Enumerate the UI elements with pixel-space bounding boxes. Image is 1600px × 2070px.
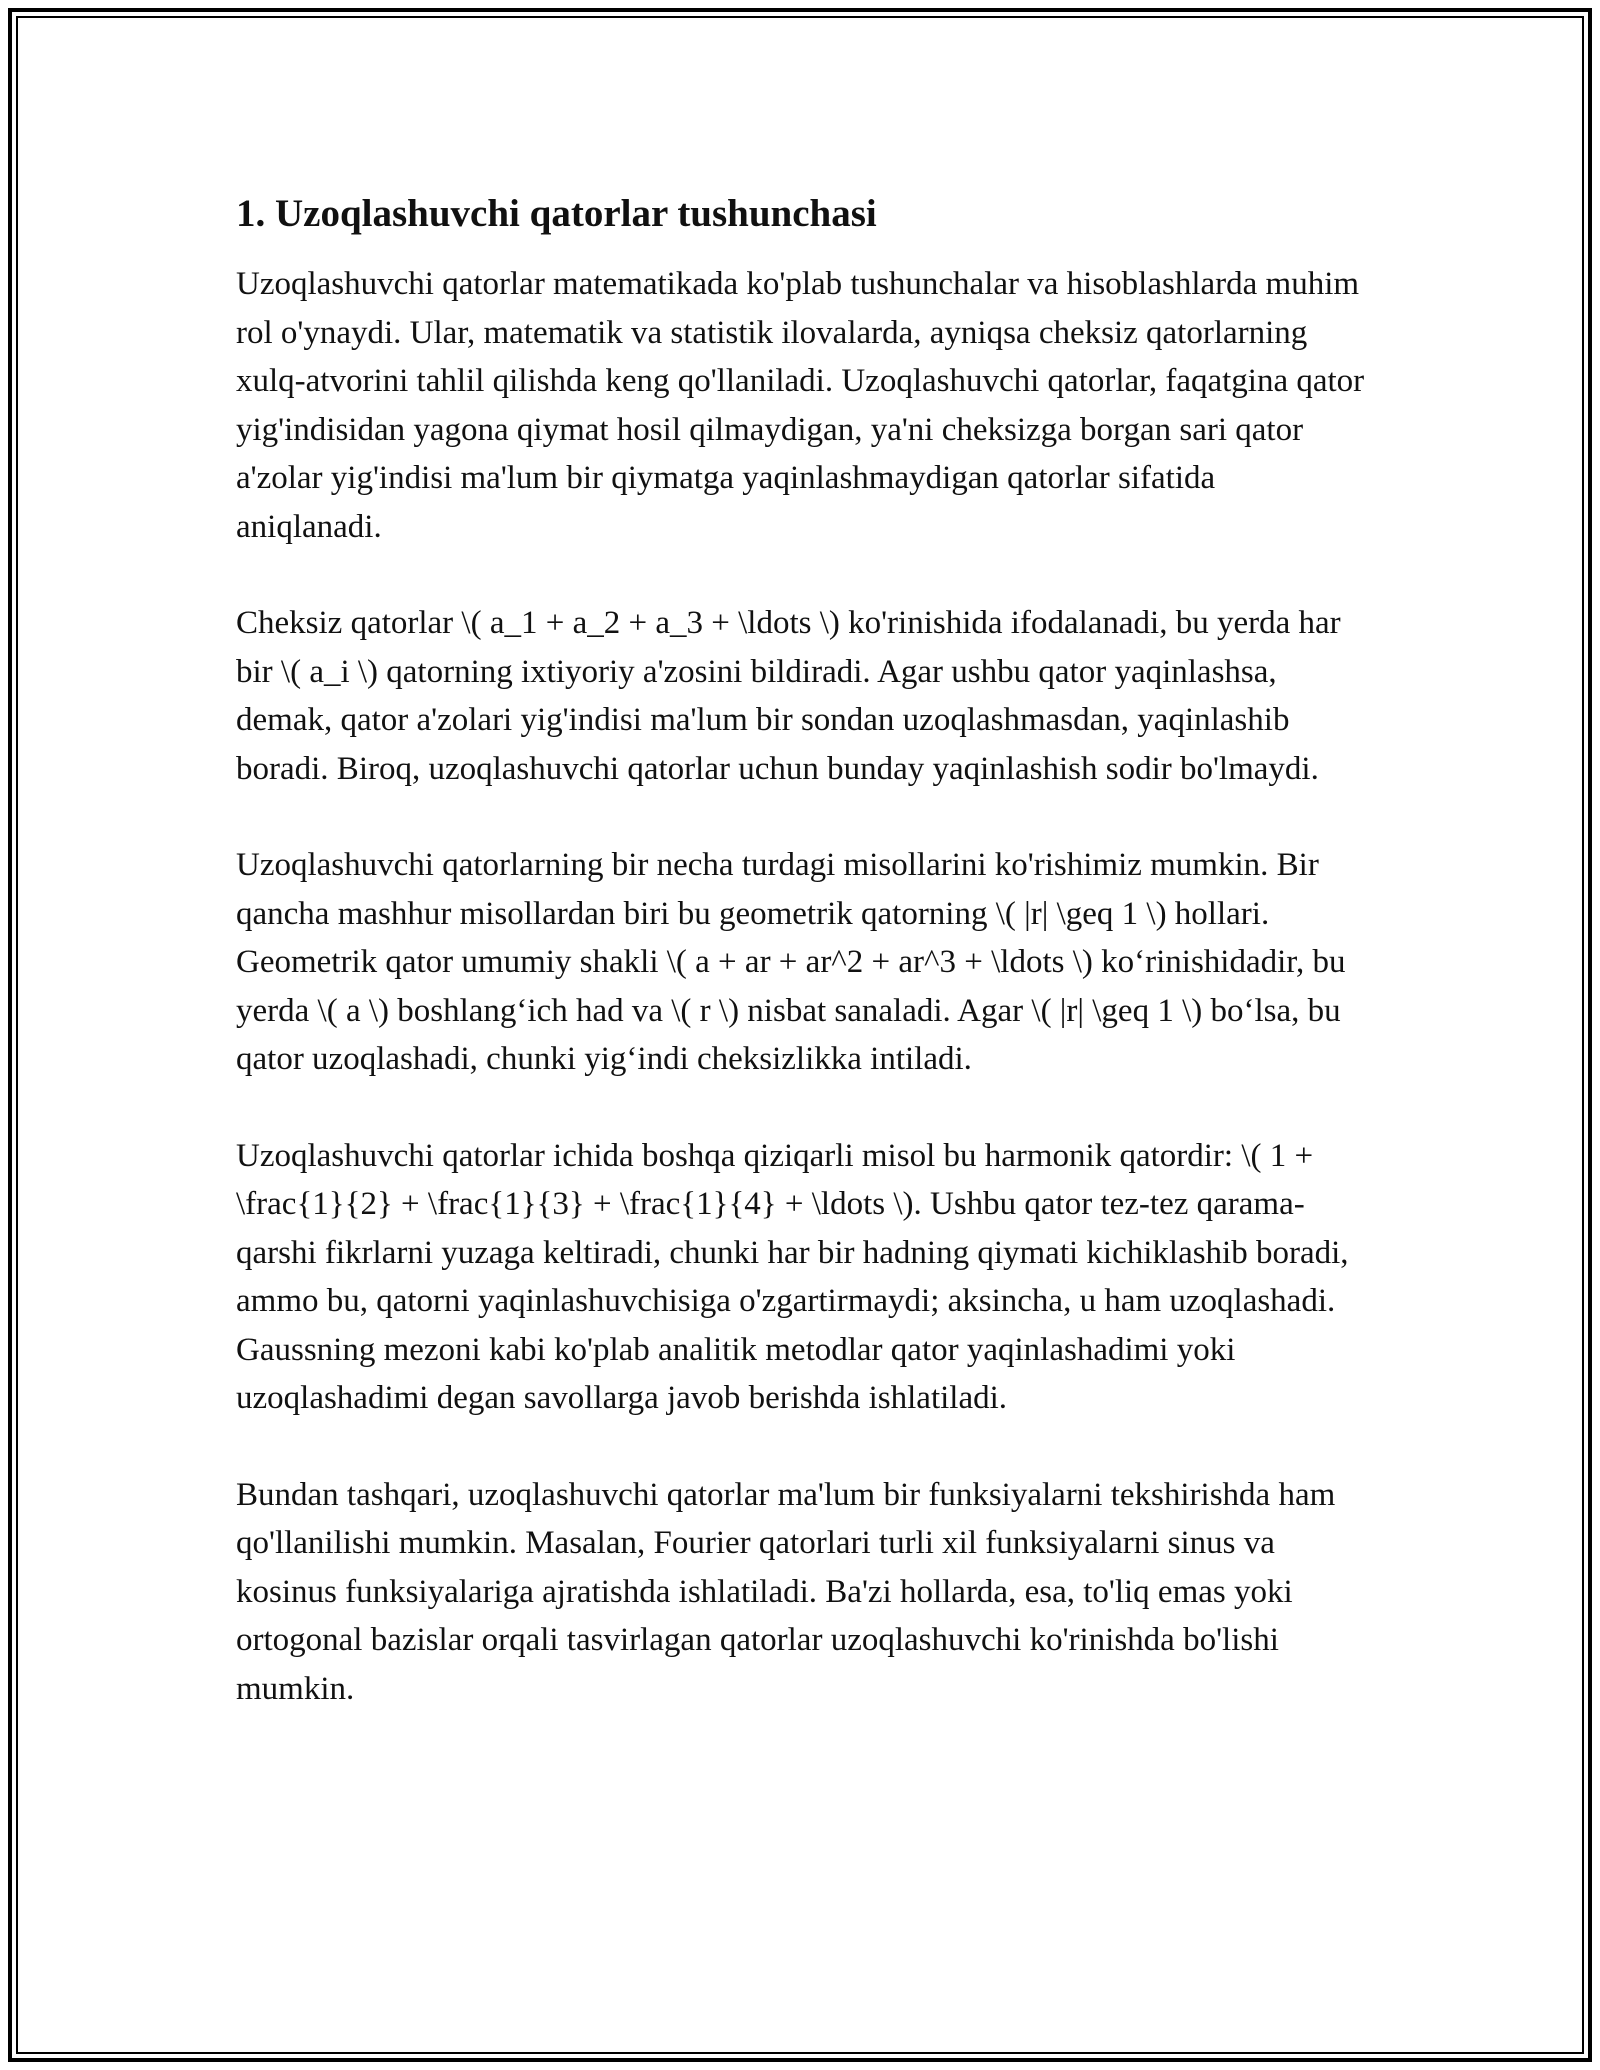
- paragraph-geometric-series: Uzoqlashuvchi qatorlarning bir necha turdagi misollarini ko'rishimiz mumkin. Bir qancha mashhur misollardan biri bu geometrik qatorning \( |r| \geq 1 \) hollari. Geometrik qator umumiy shakli \( a + ar + ar^2 + ar^3 + \ldots \) ko‘rinishidadir, bu yerda \( a \) boshlang‘ich had va \( r \) nisbat sanaladi. Agar \( |r| \geq 1 \) bo‘lsa, bu qator uzoqlashadi, chunki yig‘indi cheksizlikka intiladi.: [236, 847, 1346, 1077]
- section-title: 1. Uzoqlashuvchi qatorlar tushunchasi: [236, 192, 877, 235]
- paragraph-harmonic-series: Uzoqlashuvchi qatorlar ichida boshqa qiziqarli misol bu harmonik qatordir: \( 1 + \frac{1}{2} + \frac{1}{3} + \frac{1}{4} + \ldots \). Ushbu qator tez-tez qarama-qarshi fikrlarni yuzaga keltiradi, chunki har bir hadning qiymati kichiklashib boradi, ammo bu, qatorni yaqinlashuvchisiga o'zgartirmaydi; aksincha, u ham uzoqlashadi. Gaussning mezoni kabi ko'plab analitik metodlar qator yaqinlashadimi yoki uzoqlashadimi degan savollarga javob berishda ishlatiladi.: [236, 1137, 1349, 1416]
- paragraph-intro: Uzoqlashuvchi qatorlar matematikada ko'plab tushunchalar va hisoblashlarda muhim rol o'ynaydi. Ular, matematik va statistik ilovalarda, ayniqsa cheksiz qatorlarning xulq-atvorini tahlil qilishda keng qo'llaniladi. Uzoqlashuvchi qatorlar, faqatgina qator yig'indisidan yagona qiymat hosil qilmaydigan, ya'ni cheksizga borgan sari qator a'zolar yig'indisi ma'lum bir qiymatga yaqinlashmaydigan qatorlar sifatida aniqlanadi.: [236, 266, 1365, 545]
- document-body: [236, 188, 1366, 1761]
- paragraph-fourier-series: Bundan tashqari, uzoqlashuvchi qatorlar ma'lum bir funksiyalarni tekshirishda ham qo'llanilishi mumkin. Masalan, Fourier qatorlari turli xil funksiyalarni sinus va kosinus funksiyalariga ajratishda ishlatiladi. Ba'zi hollarda, esa, to'liq emas yoki ortogonal bazislar orqali tasvirlagan qatorlar uzoqlashuvchi ko'rinishda bo'lishi mumkin.: [236, 1476, 1336, 1707]
- paragraph-infinite-series: Cheksiz qatorlar \( a_1 + a_2 + a_3 + \ldots \) ko'rinishida ifodalanadi, bu yerda har bir \( a_i \) qatorning ixtiyoriy a'zosini bildiradi. Agar ushbu qator yaqinlashsa, demak, qator a'zolari yig'indisi ma'lum bir sondan uzoqlashmasdan, yaqinlashib boradi. Biroq, uzoqlashuvchi qatorlar uchun bunday yaqinlashish sodir bo'lmaydi.: [236, 605, 1341, 787]
